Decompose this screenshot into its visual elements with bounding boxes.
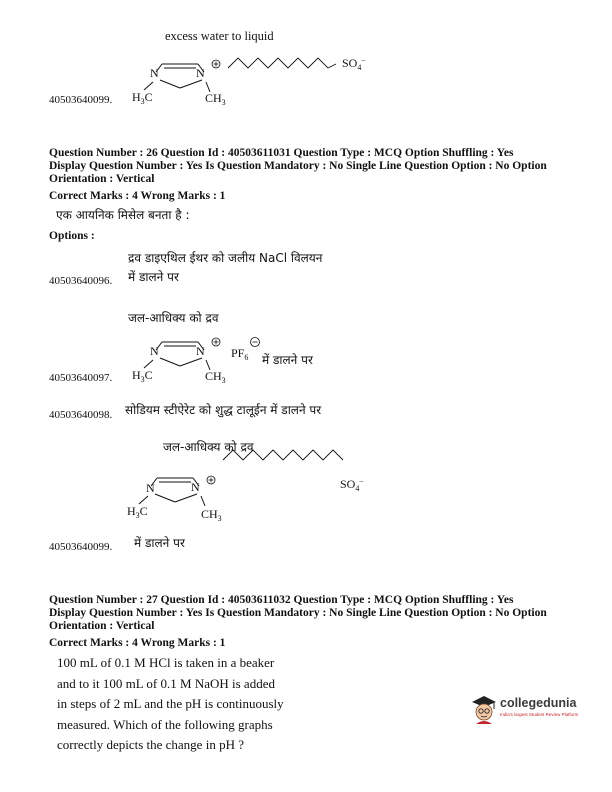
option-097-suffix: में डालने पर <box>262 353 313 367</box>
option-097-caption: जल-आधिक्य को द्रव <box>128 311 219 325</box>
methyl-right: $CH_3$ <box>205 91 226 107</box>
q26-header-line1: Question Number : 26 Question Id : 40503611031 Question Type : MCQ Option Shuffling : Yes <box>49 147 514 159</box>
q26-question: एक आयनिक मिसेल बनता है : <box>56 208 190 222</box>
brand-name: collegedunia <box>500 696 577 710</box>
n-atom-right-097: N <box>196 344 205 358</box>
sulfate-label: $SO_4$ <box>342 56 362 72</box>
q26-marks: Correct Marks : 4 Wrong Marks : 1 <box>49 190 226 202</box>
q27-question-line: correctly depicts the change in pH ? <box>57 737 244 752</box>
q27-question-line: and to it 100 mL of 0.1 M NaOH is added <box>57 675 275 691</box>
option-098-id: 40503640098. <box>49 409 113 421</box>
option-096-id: 40503640096. <box>49 275 113 287</box>
q26-header-line3: Orientation : Vertical <box>49 173 155 185</box>
graduate-avatar-icon <box>470 694 498 724</box>
q27-header-line1: Question Number : 27 Question Id : 40503611032 Question Type : MCQ Option Shuffling : Yes <box>49 594 514 606</box>
methyl-left: $H_3C$ <box>132 90 153 106</box>
n-atom-right-099: N <box>191 480 200 494</box>
methyl-left-099: $H_3C$ <box>127 504 148 520</box>
pf6-label: $PF_6$ <box>231 346 249 362</box>
option-caption: excess water to liquid <box>165 29 274 43</box>
sulfate-label-099: $SO_4$ <box>340 477 360 493</box>
option-098-text: सोडियम स्टीऐरेट को शुद्ध टालूईन में डालने पर <box>125 403 322 417</box>
q27-marks: Correct Marks : 4 Wrong Marks : 1 <box>49 637 226 649</box>
n-atom-left-099: N <box>146 481 155 495</box>
methyl-left-097: $H_3C$ <box>132 368 153 384</box>
brand-tagline: India's largest Student Review Platform <box>500 712 579 717</box>
n-atom-left-097: N <box>150 344 159 358</box>
option-099-caption: जल-आधिक्य को द्रव <box>163 440 254 454</box>
q27-question-line: measured. Which of the following graphs <box>57 716 273 732</box>
option-099-id: 40503640099. <box>49 541 113 553</box>
q27-question-line: 100 mL of 0.1 M HCl is taken in a beaker <box>57 655 275 670</box>
methyl-right-097: $CH_3$ <box>205 369 226 385</box>
options-label: Options : <box>49 230 95 242</box>
n-atom-left: N <box>150 66 159 80</box>
q26-header-line2: Display Question Number : Yes Is Question Mandatory : No Single Line Question Option : No Option <box>49 160 547 172</box>
option-id: 40503640099. <box>49 94 113 106</box>
imidazolium-structure-top <box>120 42 380 102</box>
option-099-suffix: में डालने पर <box>134 536 185 550</box>
negative-charge-icon <box>249 336 261 348</box>
sulfate-charge-099: − <box>359 477 364 486</box>
option-096-line1: द्रव डाइएथिल ईथर को जलीय NaCl विलयन <box>128 251 323 265</box>
n-atom-right: N <box>196 66 205 80</box>
option-097-id: 40503640097. <box>49 372 113 384</box>
sulfate-charge: − <box>361 56 366 65</box>
collegedunia-logo <box>470 694 600 724</box>
option-096-line2: में डालने पर <box>128 270 179 284</box>
q27-header-line2: Display Question Number : Yes Is Question Mandatory : No Single Line Question Option : No Option <box>49 607 547 619</box>
q27-question <box>57 653 284 756</box>
q27-question-line: in steps of 2 mL and the pH is continuously <box>57 696 284 711</box>
q27-header-line3: Orientation : Vertical <box>49 620 155 632</box>
methyl-right-099: $CH_3$ <box>201 507 222 523</box>
